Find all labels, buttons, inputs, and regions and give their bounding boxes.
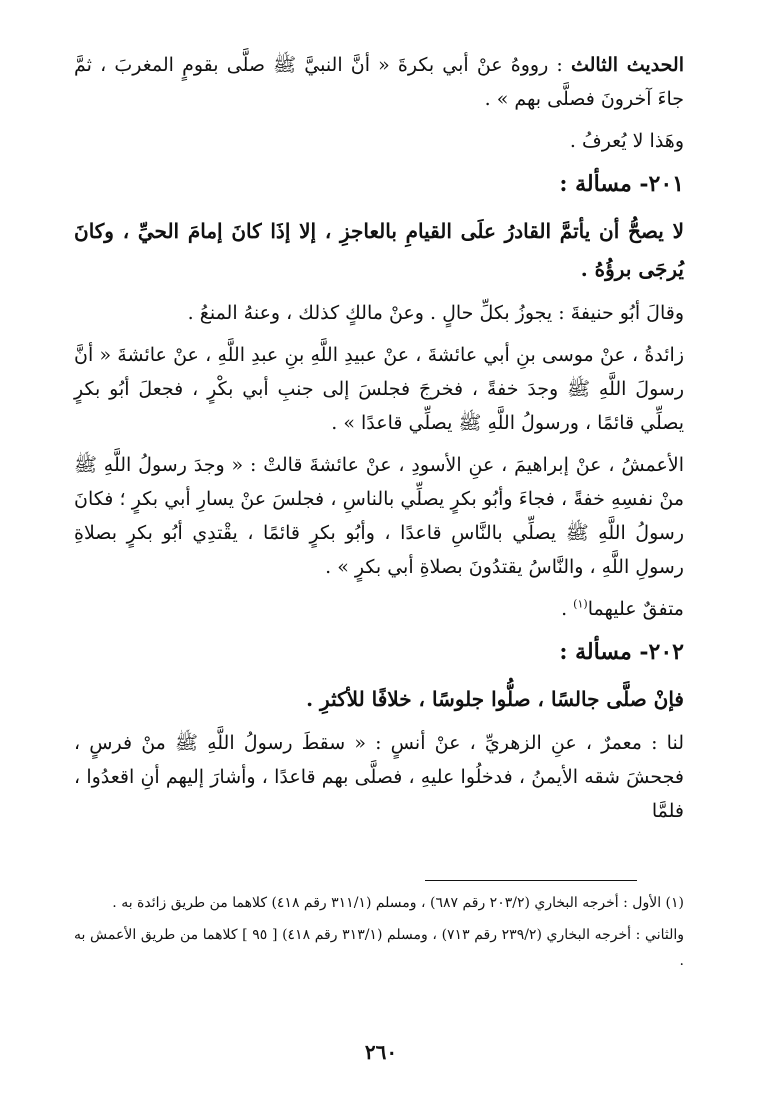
amash-narration: الأعمشُ ، عنْ إبراهيمَ ، عنِ الأسودِ ، عنْ عائشةَ قالتْ : « وجدَ رسولُ اللَّهِ ﷺ منْ نفسِهِ خفةً ، فجاءَ وأبُو بكرٍ يصلِّي بالناسِ ، فجلسَ عنْ يسارِ أبي بكرٍ ؛ فكانَ رسولُ اللَّهِ ﷺ يصلِّي بالنَّاسِ قاعدًا ، وأبُو بكرٍ قائمًا ، يقْتدِي أبُو بكرٍ بصلاةِ رسولِ اللَّهِ ، والنَّاسُ يقتدُونَ بصلاةِ أبي بكرٍ » .	[74, 454, 684, 578]
page-number: ٢٦٠	[364, 1040, 398, 1064]
abu-hanifa-opinion: وقالَ أبُو حنيفةَ : يجوزُ بكلِّ حالٍ . وعنْ مالكٍ كذلك ، وعنهُ المنعُ .	[187, 302, 684, 324]
footnote-1: (١) الأول : أخرجه البخاري (٢٠٣/٢ رقم ٦٨٧) ، ومسلم (٣١١/١ رقم ٤١٨) كلاهما من طريق زائدة به .	[112, 895, 684, 911]
agreed-end: .	[561, 598, 574, 620]
masala-202-heading: ٢٠٢- مسألة :	[559, 639, 684, 665]
footnote-ref-1[interactable]: (١)	[573, 597, 588, 611]
agreed-text: متفقٌ عليهما	[587, 598, 684, 620]
footnotes	[74, 890, 684, 980]
hadith-third-lead: الحديث الثالث	[570, 54, 684, 76]
zaida-narration: زائدةُ ، عنْ موسى بنِ أبي عائشةَ ، عنْ عبيدِ اللَّهِ بنِ عبدِ اللَّهِ ، عنْ عائشةَ « أنَّ رسولَ اللَّهِ ﷺ وجدَ خفةً ، فخرجَ فجلسَ إلى جنبِ أبي بكْرٍ ، فجعلَ أبُو بكرٍ يصلِّي قائمًا ، ورسولُ اللَّهِ ﷺ يصلِّي قاعدًا » .	[74, 344, 684, 434]
masala-201-heading: ٢٠١- مسألة :	[559, 171, 684, 197]
anas-narration: لنا : معمرٌ ، عنِ الزهريِّ ، عنْ أنسٍ : « سقطَ رسولُ اللَّهِ ﷺ منْ فرسٍ ، فجحشَ شقه الأيمنُ ، فدخلُوا عليهِ ، فصلَّى بهم قاعدًا ، وأشارَ إليهم أنِ اقعدُوا ، فلمَّا	[74, 732, 684, 822]
agreed-upon-note	[74, 592, 684, 626]
hadith-third-text: : رووهُ عنْ أبي بكرةَ « أنَّ النبيَّ ﷺ صلَّى بقومٍ المغربَ ، ثمَّ جاءَ آخرونَ فصلَّى بهم » .	[74, 54, 684, 110]
footnote-divider	[425, 880, 637, 881]
page-body	[74, 48, 684, 828]
not-known-note: وهَذا لا يُعرفُ .	[569, 130, 684, 152]
hadith-third-paragraph	[74, 48, 684, 116]
masala-201-ruling: لا يصحُّ أن يأتمَّ القادرُ علَى القيامِ بالعاجزِ ، إلا إذَا كانَ إمامَ الحيِّ ، وكانَ يُرجَى برؤُهُ .	[74, 219, 684, 281]
footnote-2: والثاني : أخرجه البخاري (٢٣٩/٢ رقم ٧١٣) ، ومسلم (٣١٣/١ رقم ٤١٨) [ ٩٥ ] كلاهما من طريق الأعمش به .	[74, 927, 685, 969]
masala-202-ruling: فإنْ صلَّى جالسًا ، صلُّوا جلوسًا ، خلافًا للأكثرِ .	[306, 687, 684, 711]
